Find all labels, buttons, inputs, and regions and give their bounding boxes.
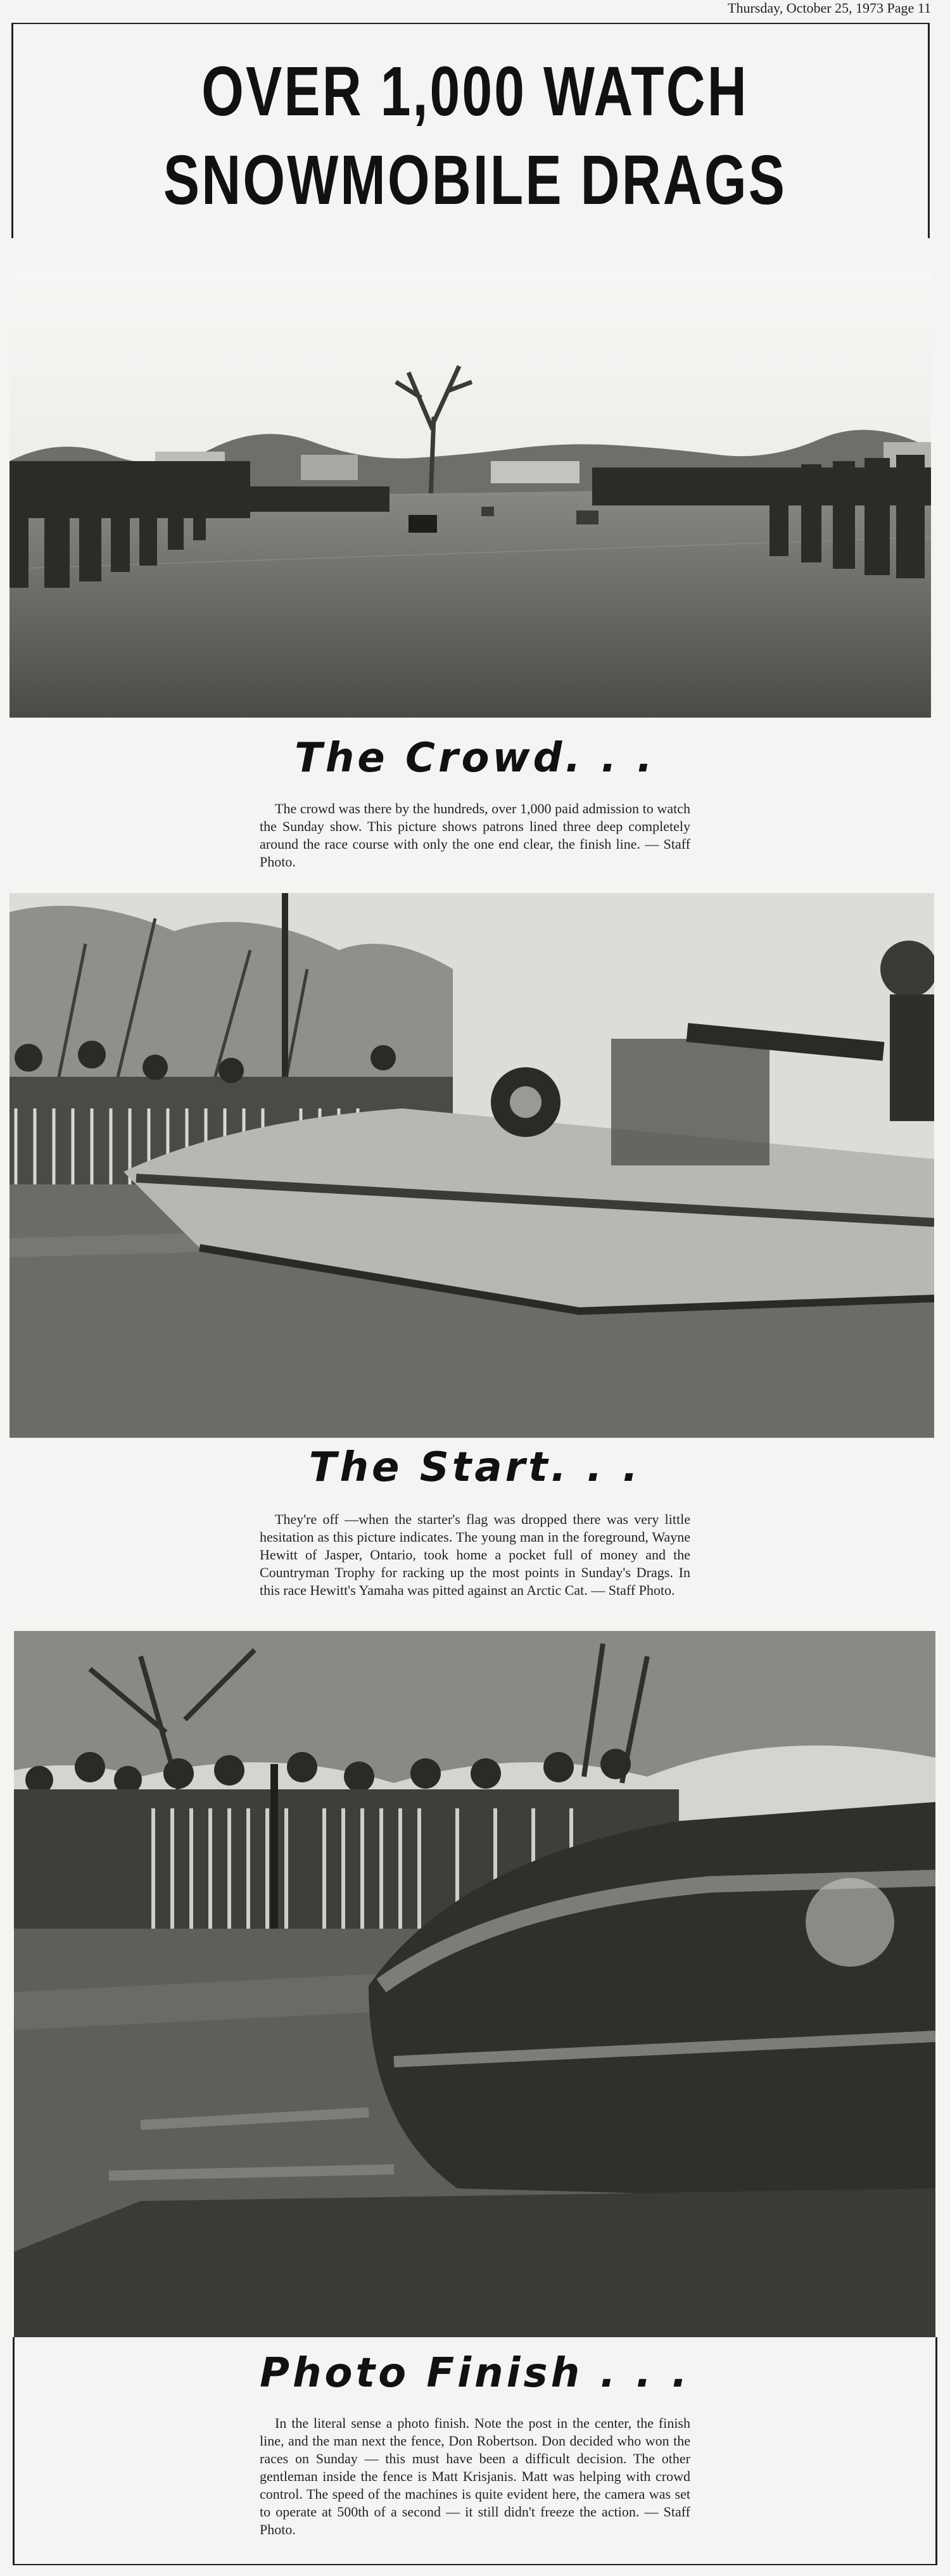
section-title-start: The Start. . . <box>308 1444 642 1491</box>
section-title-crowd: The Crowd. . . <box>294 735 656 782</box>
caption-finish: In the literal sense a photo finish. Note the post in the center, the finish line, and the man next the fence, Don Robertson. Don decided who won the races on Sunday — this must have been a difficult decision. The other gentleman inside the fence is Matt Krisjanis. Matt was helping with crowd control. The speed of the machines is quite evident here, the camera was set to operate at 500th of a second — it still didn't freeze the action. — Staff Photo. <box>260 2415 690 2537</box>
caption-crowd: The crowd was there by the hundreds, over 1,000 paid admission to watch the Sunday show. This picture shows patrons lined three deep completely around the race course with only the one end clear, the finish line. — Staff Photo. <box>260 801 690 870</box>
headline-line-1: OVER 1,000 WATCH <box>201 53 749 130</box>
finish-photo <box>14 1631 935 2337</box>
dateline: Thursday, October 25, 1973 Page 11 <box>728 0 931 16</box>
headline-line-2: SNOWMOBILE DRAGS <box>163 141 787 219</box>
start-photo <box>10 893 934 1438</box>
caption-start: They're off —when the starter's flag was dropped there was very little hesitation as this picture indicates. The young man in the foreground, Wayne Hewitt of Jasper, Ontario, took home a pocket full of money and the Countryman Trophy for racking up the most points in Sunday's Drags. In this race Hewitt's Yamaha was pitted against an Arctic Cat. — Staff Photo. <box>260 1511 690 1598</box>
crowd-photo <box>10 271 931 718</box>
section-title-finish: Photo Finish . . . <box>260 2350 690 2397</box>
